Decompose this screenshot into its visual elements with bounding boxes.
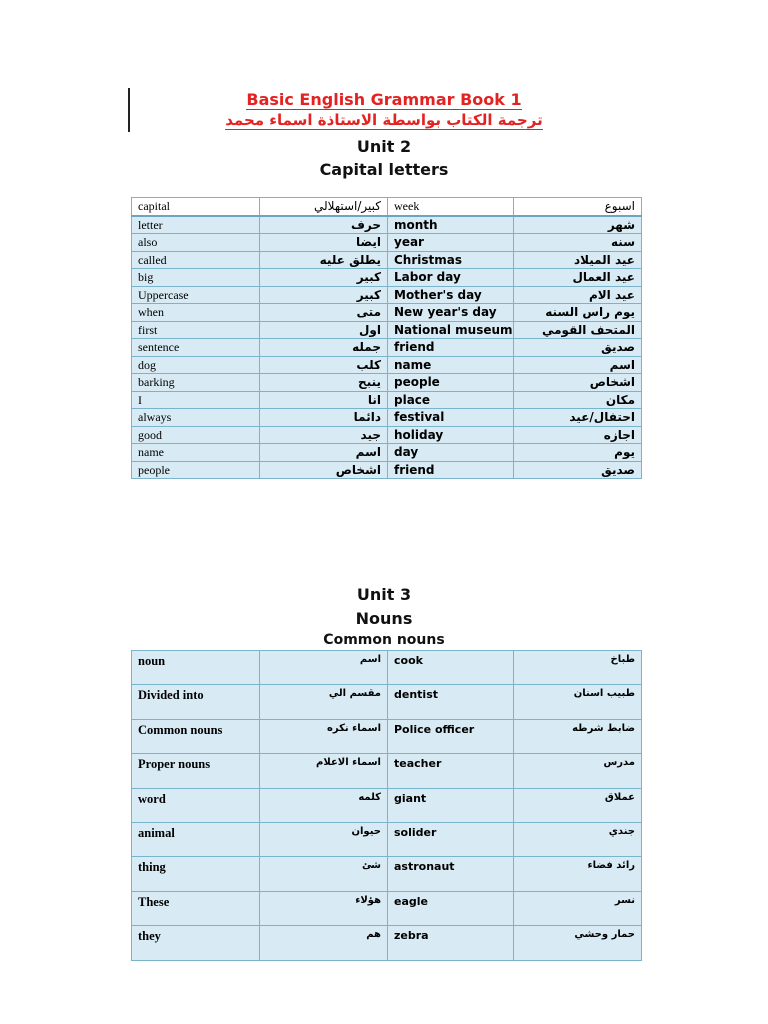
- vocab-row: [132, 391, 642, 409]
- vocab-row: [132, 198, 642, 216]
- english-word: word: [132, 788, 260, 822]
- arabic-translation: اسماء الاعلام: [260, 754, 388, 788]
- english-word: holiday: [388, 426, 514, 444]
- english-word: week: [388, 198, 514, 216]
- arabic-translation: اجازه: [514, 426, 642, 444]
- arabic-translation: يوم: [514, 444, 642, 462]
- arabic-translation: اسم: [260, 651, 388, 685]
- english-word: good: [132, 426, 260, 444]
- english-word: I: [132, 391, 260, 409]
- arabic-translation: مقسم الي: [260, 685, 388, 719]
- english-word: friend: [388, 339, 514, 357]
- arabic-translation: كبير: [260, 286, 388, 304]
- arabic-translation: جندي: [514, 822, 642, 856]
- english-word: dog: [132, 356, 260, 374]
- vocab-row: [132, 321, 642, 339]
- english-word: they: [132, 926, 260, 960]
- english-word: name: [388, 356, 514, 374]
- english-word: letter: [132, 216, 260, 234]
- arabic-translation: دائما: [260, 409, 388, 427]
- vocab-row: [132, 685, 642, 719]
- arabic-translation: حمار وحشي: [514, 926, 642, 960]
- arabic-translation: جمله: [260, 339, 388, 357]
- english-word: New year's day: [388, 304, 514, 322]
- arabic-translation: اسم: [514, 356, 642, 374]
- english-word: eagle: [388, 891, 514, 925]
- english-word: name: [132, 444, 260, 462]
- english-word: teacher: [388, 754, 514, 788]
- arabic-translation: عيد الميلاد: [514, 251, 642, 269]
- english-word: people: [132, 461, 260, 479]
- unit3-vocab-table: [131, 650, 642, 961]
- english-word: first: [132, 321, 260, 339]
- unit2-topic: Capital letters: [319, 160, 449, 179]
- arabic-translation: مدرس: [514, 754, 642, 788]
- english-word: Police officer: [388, 719, 514, 753]
- vocab-row: [132, 444, 642, 462]
- vocab-row: [132, 304, 642, 322]
- english-word: month: [388, 216, 514, 234]
- arabic-translation: اول: [260, 321, 388, 339]
- english-word: thing: [132, 857, 260, 891]
- english-word: Proper nouns: [132, 754, 260, 788]
- english-word: solider: [388, 822, 514, 856]
- document-subtitle-arabic: ترجمة الكتاب بواسطة الاستاذة اسماء محمد: [225, 111, 543, 129]
- arabic-translation: جيد: [260, 426, 388, 444]
- arabic-translation: اسبوع: [514, 198, 642, 216]
- english-word: always: [132, 409, 260, 427]
- arabic-translation: رائد فضاء: [514, 857, 642, 891]
- arabic-translation: سنه: [514, 234, 642, 252]
- arabic-translation: كبير/استهلالي: [260, 198, 388, 216]
- arabic-translation: حرف: [260, 216, 388, 234]
- arabic-translation: عيد الام: [514, 286, 642, 304]
- vocab-row: [132, 286, 642, 304]
- vocab-row: [132, 339, 642, 357]
- arabic-translation: احتفال/عيد: [514, 409, 642, 427]
- arabic-translation: يطلق عليه: [260, 251, 388, 269]
- arabic-translation: طبيب اسنان: [514, 685, 642, 719]
- unit2-heading: Unit 2: [356, 137, 412, 156]
- vocab-row: [132, 857, 642, 891]
- arabic-translation: صديق: [514, 339, 642, 357]
- arabic-translation: شئ: [260, 857, 388, 891]
- english-word: These: [132, 891, 260, 925]
- document-title: Basic English Grammar Book 1: [246, 90, 522, 109]
- arabic-translation: المتحف القومي: [514, 321, 642, 339]
- unit3-heading: Unit 3: [356, 585, 412, 604]
- arabic-translation: اشخاص: [260, 461, 388, 479]
- english-word: Christmas: [388, 251, 514, 269]
- arabic-translation: طباخ: [514, 651, 642, 685]
- english-word: friend: [388, 461, 514, 479]
- english-word: National museum: [388, 321, 514, 339]
- vocab-row: [132, 374, 642, 392]
- vocab-row: [132, 269, 642, 287]
- english-word: cook: [388, 651, 514, 685]
- arabic-translation: اشخاص: [514, 374, 642, 392]
- arabic-translation: هؤلاء: [260, 891, 388, 925]
- arabic-translation: كلب: [260, 356, 388, 374]
- unit2-vocab-table: [131, 197, 642, 479]
- english-word: festival: [388, 409, 514, 427]
- vocab-row: [132, 754, 642, 788]
- arabic-translation: ايضا: [260, 234, 388, 252]
- english-word: zebra: [388, 926, 514, 960]
- arabic-translation: انا: [260, 391, 388, 409]
- vocab-row: [132, 216, 642, 234]
- vocab-row: [132, 426, 642, 444]
- arabic-translation: كلمه: [260, 788, 388, 822]
- english-word: sentence: [132, 339, 260, 357]
- english-word: giant: [388, 788, 514, 822]
- arabic-translation: حيوان: [260, 822, 388, 856]
- english-word: day: [388, 444, 514, 462]
- english-word: Common nouns: [132, 719, 260, 753]
- arabic-translation: ينبح: [260, 374, 388, 392]
- vocab-row: [132, 651, 642, 685]
- vocab-row: [132, 234, 642, 252]
- arabic-translation: يوم راس السنه: [514, 304, 642, 322]
- english-word: year: [388, 234, 514, 252]
- english-word: astronaut: [388, 857, 514, 891]
- arabic-translation: مكان: [514, 391, 642, 409]
- english-word: big: [132, 269, 260, 287]
- vocab-row: [132, 251, 642, 269]
- english-word: also: [132, 234, 260, 252]
- arabic-translation: نسر: [514, 891, 642, 925]
- vocab-row: [132, 461, 642, 479]
- arabic-translation: اسم: [260, 444, 388, 462]
- arabic-translation: ضابط شرطه: [514, 719, 642, 753]
- english-word: barking: [132, 374, 260, 392]
- english-word: dentist: [388, 685, 514, 719]
- vocab-row: [132, 409, 642, 427]
- english-word: when: [132, 304, 260, 322]
- arabic-translation: كبير: [260, 269, 388, 287]
- arabic-translation: عيد العمال: [514, 269, 642, 287]
- arabic-translation: عملاق: [514, 788, 642, 822]
- english-word: Divided into: [132, 685, 260, 719]
- arabic-translation: شهر: [514, 216, 642, 234]
- unit3-topic: Nouns: [355, 609, 413, 628]
- english-word: noun: [132, 651, 260, 685]
- vocab-row: [132, 356, 642, 374]
- vocab-row: [132, 719, 642, 753]
- unit3-subtopic: Common nouns: [323, 632, 445, 648]
- vocab-row: [132, 822, 642, 856]
- arabic-translation: صديق: [514, 461, 642, 479]
- english-word: place: [388, 391, 514, 409]
- english-word: called: [132, 251, 260, 269]
- english-word: capital: [132, 198, 260, 216]
- vocab-row: [132, 891, 642, 925]
- english-word: Uppercase: [132, 286, 260, 304]
- vocab-row: [132, 926, 642, 960]
- english-word: Labor day: [388, 269, 514, 287]
- arabic-translation: اسماء نكره: [260, 719, 388, 753]
- arabic-translation: متى: [260, 304, 388, 322]
- vocab-row: [132, 788, 642, 822]
- english-word: people: [388, 374, 514, 392]
- english-word: animal: [132, 822, 260, 856]
- arabic-translation: هم: [260, 926, 388, 960]
- english-word: Mother's day: [388, 286, 514, 304]
